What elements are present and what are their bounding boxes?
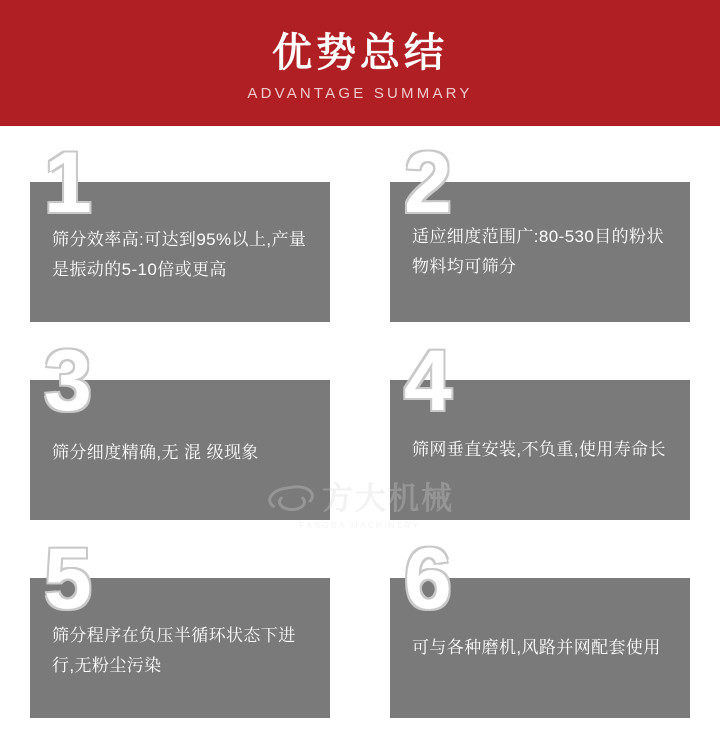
advantage-card-number: 2 [404, 135, 452, 231]
advantage-card-number: 3 [44, 333, 92, 429]
advantage-card-text: 筛分程序在负压半循环状态下进行,无粉尘污染 [52, 626, 296, 675]
watermark-brand: 方大机械 [322, 480, 454, 516]
advantage-card [30, 135, 330, 322]
advantage-card-text: 筛分效率高:可达到95%以上,产量是振动的5-10倍或更高 [52, 230, 307, 279]
advantage-card [30, 531, 330, 718]
advantage-card-number: 6 [404, 531, 452, 627]
advantage-card-text: 可与各种磨机,风路并网配套使用 [412, 638, 661, 657]
advantage-card-grid [0, 126, 720, 738]
advantage-card-number: 5 [44, 531, 92, 627]
advantage-card-number: 1 [44, 135, 92, 231]
advantage-card [390, 333, 690, 520]
advantage-card-number: 4 [404, 333, 452, 429]
advantage-card [30, 333, 330, 520]
page-subtitle: ADVANTAGE SUMMARY [247, 85, 473, 102]
advantage-card-text: 适应细度范围广:80-530目的粉状物料均可筛分 [412, 227, 664, 276]
header-banner [0, 0, 720, 126]
watermark-pinyin: FANGDA MACHINERY [299, 520, 421, 530]
advantage-card [390, 135, 690, 322]
advantage-card [390, 531, 690, 718]
page-title: 优势总结 [272, 31, 448, 75]
advantage-card-text: 筛分细度精确,无 混 级现象 [52, 443, 259, 462]
advantage-card-text: 筛网垂直安装,不负重,使用寿命长 [412, 440, 666, 459]
